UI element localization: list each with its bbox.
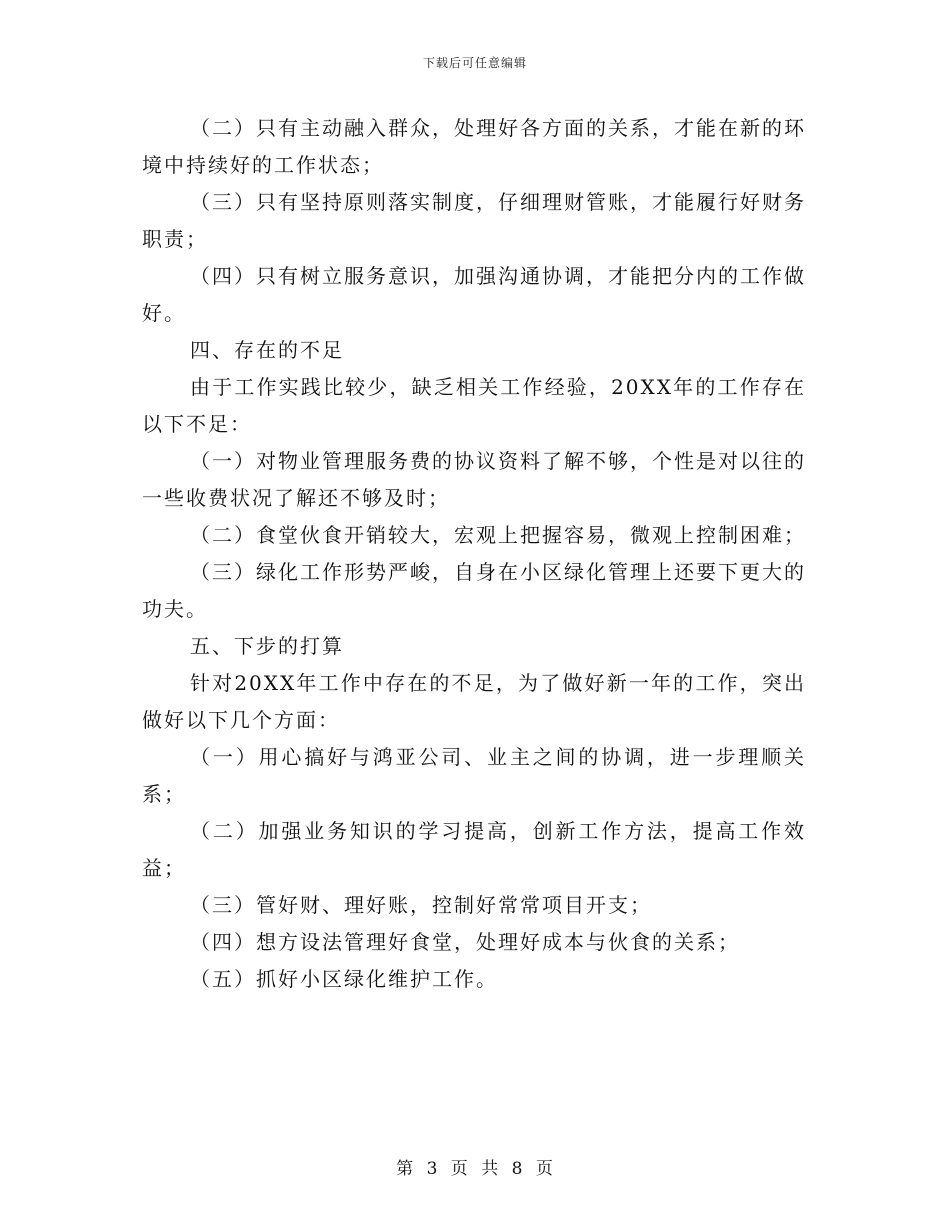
paragraph: （二）只有主动融入群众，处理好各方面的关系，才能在新的环境中持续好的工作状态； — [142, 116, 806, 177]
section-heading: 五、下步的打算 — [190, 634, 344, 658]
paragraph: （四）只有树立服务意识，加强沟通协调，才能把分内的工作做好。 — [142, 264, 806, 325]
page-header: 下载后可任意编辑 — [422, 56, 527, 70]
paragraph: （四）想方设法管理好食堂，处理好成本与伙食的关系； — [190, 930, 740, 954]
paragraph: 由于工作实践比较少，缺乏相关工作经验，20XX年的工作存在以下不足： — [142, 375, 806, 436]
paragraph: （一）用心搞好与鸿亚公司、业主之间的协调，进一步理顺关系； — [142, 745, 806, 806]
paragraph: （五）抓好小区绿化维护工作。 — [190, 967, 498, 991]
paragraph: 针对20XX年工作中存在的不足，为了做好新一年的工作，突出做好以下几个方面： — [142, 671, 806, 732]
document-body — [142, 110, 806, 998]
page-number-footer: 第 3 页 共 8 页 — [396, 1159, 554, 1179]
paragraph: （一）对物业管理服务费的协议资料了解不够，个性是对以往的一些收费状况了解还不够及时； — [142, 449, 806, 510]
paragraph: （二）加强业务知识的学习提高，创新工作方法，提高工作效益； — [142, 819, 806, 880]
paragraph: （三）绿化工作形势严峻，自身在小区绿化管理上还要下更大的功夫。 — [142, 560, 806, 621]
paragraph: （三）只有坚持原则落实制度，仔细理财管账，才能履行好财务职责； — [142, 190, 806, 251]
paragraph: （二）食堂伙食开销较大，宏观上把握容易，微观上控制困难； — [190, 523, 806, 547]
section-heading: 四、存在的不足 — [190, 338, 344, 362]
paragraph: （三）管好财、理好账，控制好常常项目开支； — [190, 893, 652, 917]
